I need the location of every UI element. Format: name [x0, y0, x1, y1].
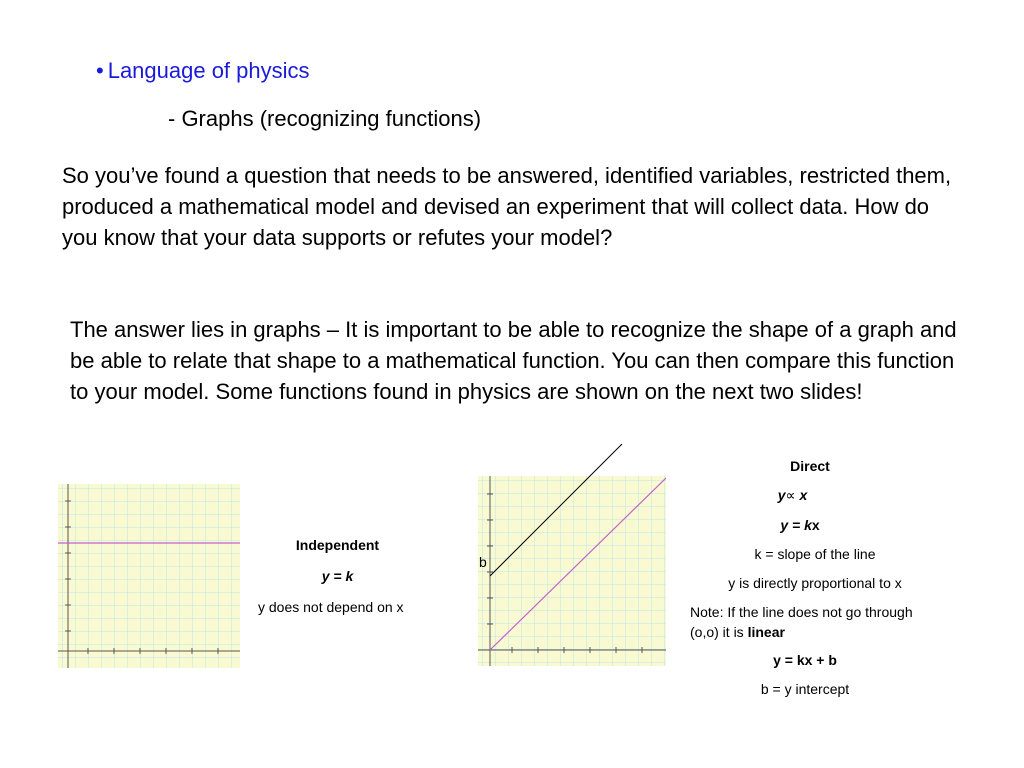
bullet-heading-text: Language of physics — [107, 58, 310, 83]
prop-y: y — [777, 487, 786, 503]
direct-proportional — [645, 487, 940, 504]
direct-equation: y = kx — [780, 517, 820, 533]
proportional-note: y is directly proportional to x — [728, 575, 902, 591]
bullet-heading — [96, 58, 310, 84]
prop-x: x — [795, 487, 808, 503]
linear-note: Note: If the line does not go through (o,o) it is linear — [690, 604, 913, 640]
independent-graph — [58, 484, 240, 668]
independent-description: y does not depend on x — [258, 599, 404, 615]
linear-word: linear — [747, 624, 785, 640]
linear-offset-line — [488, 442, 628, 582]
independent-equation: y = k — [321, 568, 354, 584]
proportional-symbol: ∝ — [785, 487, 796, 503]
bullet-icon: • — [96, 58, 104, 83]
linear-equation: y = kx + b — [773, 652, 837, 668]
intro-paragraph: So you’ve found a question that needs to be answered, identified variables, restricted them, produced a mathematical model and devised an experiment that will collect data. How do you know that your data supports or refutes your model? — [62, 163, 952, 250]
slope-note: k = slope of the line — [754, 546, 876, 562]
subtitle: - Graphs (recognizing functions) — [168, 106, 482, 131]
answer-paragraph: The answer lies in graphs – It is important to be able to recognize the shape of a graph and be able to relate that shape to a mathematical function. You can then compare this function to your model. Some functions found in physics are shown on the next two slides! — [70, 317, 957, 404]
direct-description — [690, 458, 940, 697]
independent-title: Independent — [295, 537, 380, 553]
intercept-label: b — [479, 554, 487, 570]
intercept-note: b = y intercept — [760, 681, 850, 697]
direct-title: Direct — [790, 458, 830, 474]
